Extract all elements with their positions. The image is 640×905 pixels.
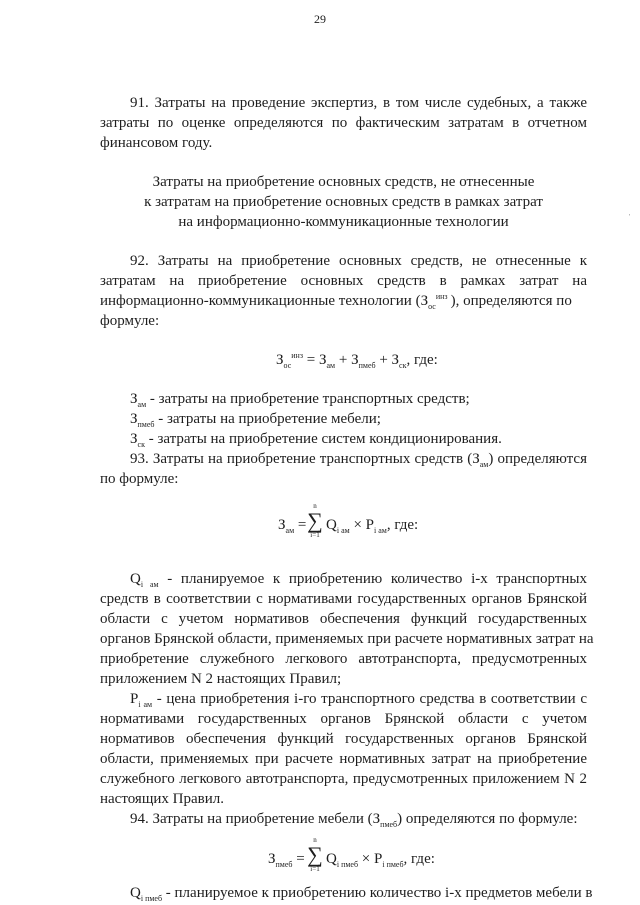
text-segment: 94. Затраты на приобретение мебели (З (130, 811, 381, 827)
text-line: служебного легкового автотранспорта, предусмотренных приложением N 2 (100, 771, 587, 787)
text-line: по формуле: (100, 471, 179, 487)
text-line: области, применяемых при расчете нормативных затрат на приобретение (100, 751, 587, 767)
formula-text: , где: (403, 851, 435, 867)
definition-symbol: P (130, 691, 139, 707)
definition-q-furniture (100, 884, 593, 903)
sum-lower-limit: i=1 (310, 531, 320, 539)
text-line: нормативами государственных органов Брянской области с учетом (100, 711, 587, 727)
text-line: 91. Затраты на проведение экспертиз, в том числе судебных, а также (130, 95, 587, 111)
subscript: ос (283, 361, 292, 370)
sum-sign: ∑ (307, 508, 323, 533)
formula-rhs (326, 850, 435, 868)
definition-item (130, 410, 617, 428)
formula-text: = (294, 517, 307, 533)
definition-symbol: Q (130, 571, 141, 587)
sum-operator (306, 836, 324, 874)
sum-lower-limit: i=1 (310, 865, 320, 873)
text-line: настоящих Правил. (100, 791, 224, 807)
paragraph-94 (130, 810, 617, 828)
definition-text: - цена приобретения i-го транспортного средства в соответствии с (152, 691, 587, 707)
sum-upper-limit: n (313, 502, 317, 510)
formula-lhs (278, 516, 306, 534)
formula-text: + З (375, 352, 400, 368)
text-line: затраты по оценке определяются по фактическим затратам в отчетном (100, 115, 587, 131)
formula-lhs (268, 850, 305, 868)
text-line: приложением N 2 настоящих Правил; (100, 671, 342, 687)
text-line: приобретение служебного легкового автотранспорта, предусмотренных (100, 651, 587, 667)
formula-rhs (326, 516, 418, 534)
superscript: инз (291, 351, 303, 360)
subscript: ам (326, 361, 336, 370)
definition-text: - затраты на приобретение транспортных средств; (146, 391, 470, 407)
text-line: 92. Затраты на приобретение основных средств, не отнесенные к (130, 253, 587, 269)
definition-text: - планируемое к приобретению количество i-х транспортных (158, 571, 587, 587)
formula-symbol: З (268, 851, 276, 867)
page-number: 29 (314, 12, 326, 26)
margin-mark: ' (629, 213, 631, 221)
subscript: ос (428, 302, 436, 311)
text-line: средств в соответствии с нормативами государственных органов Брянской (100, 591, 587, 607)
text-line: формуле: (100, 313, 160, 329)
subscript: i пмеб (336, 860, 359, 869)
formula-symbol: З (276, 352, 284, 368)
subscript: пмеб (275, 860, 293, 869)
heading-line: к затратам на приобретение основных средств в рамках затрат (144, 194, 543, 210)
text-segment: ) определяются по формуле: (397, 811, 578, 827)
definition-symbol: З (130, 391, 138, 407)
text-segment: информационно-коммуникационные технологии (З (100, 293, 429, 309)
subscript: пмеб (358, 361, 376, 370)
formula-text: = (292, 851, 305, 867)
definition-item (130, 390, 617, 408)
definition-text: - затраты на приобретение систем кондиционирования. (144, 431, 502, 447)
formula-text: = З (303, 352, 327, 368)
formula-text: × P (349, 517, 374, 533)
text-line: затратам на приобретение основных средств в рамках затрат на (100, 273, 587, 289)
text-line (100, 292, 587, 310)
definition-symbol: Q (130, 885, 141, 901)
definition-text: - затраты на приобретение мебели; (154, 411, 381, 427)
subscript: пмеб (380, 820, 398, 829)
subscript: пмеб (137, 420, 155, 429)
formula-symbol: З (278, 517, 286, 533)
formula-symbol: Q (326, 851, 337, 867)
formula-text: + З (335, 352, 359, 368)
definition-symbol: З (130, 431, 138, 447)
formula-symbol: Q (326, 517, 337, 533)
subscript: i пмеб (382, 860, 404, 869)
text-segment: ), определяются по (450, 293, 572, 309)
formula-total-costs (276, 351, 438, 369)
definition-item (130, 430, 617, 448)
formula-text: , где: (386, 517, 419, 533)
definition-text: - планируемое к приобретению количество i-х предметов мебели в (162, 885, 593, 901)
text-segment: ) определяются (488, 451, 587, 467)
subscript: i ам (138, 700, 153, 709)
text-line: органов Брянской области, применяемых при расчете нормативных затрат на (100, 631, 594, 647)
text-line: финансовом году. (100, 135, 213, 151)
heading-line: Затраты на приобретение основных средств, не отнесенные (152, 174, 535, 190)
subscript: ам (285, 526, 295, 535)
formula-text: , где: (406, 352, 438, 368)
text-line: области с учетом нормативов обеспечения функций государственных (100, 611, 587, 627)
sum-operator (306, 502, 324, 540)
subscript: ам (137, 400, 147, 409)
subscript: i ам (336, 526, 350, 535)
text-line (100, 570, 587, 588)
subscript: ск (137, 440, 145, 449)
subscript: i ам (374, 526, 387, 535)
subscript: i пмеб (140, 894, 163, 903)
formula-text: × P (358, 851, 383, 867)
text-line (100, 450, 587, 468)
heading-line: на информационно-коммуникационные технологии (178, 214, 509, 230)
sum-sign: ∑ (307, 842, 323, 867)
subscript: ам (479, 460, 489, 469)
definition-symbol: З (130, 411, 138, 427)
text-segment: 93. Затраты на приобретение транспортных средств (З (130, 451, 480, 467)
subscript: ск (399, 361, 407, 370)
sum-upper-limit: n (313, 836, 317, 844)
text-line (100, 690, 587, 708)
superscript: инз (435, 292, 448, 301)
subscript: i ам (140, 580, 159, 589)
text-line: нормативов обеспечения функций государственных органов Брянской (100, 731, 587, 747)
